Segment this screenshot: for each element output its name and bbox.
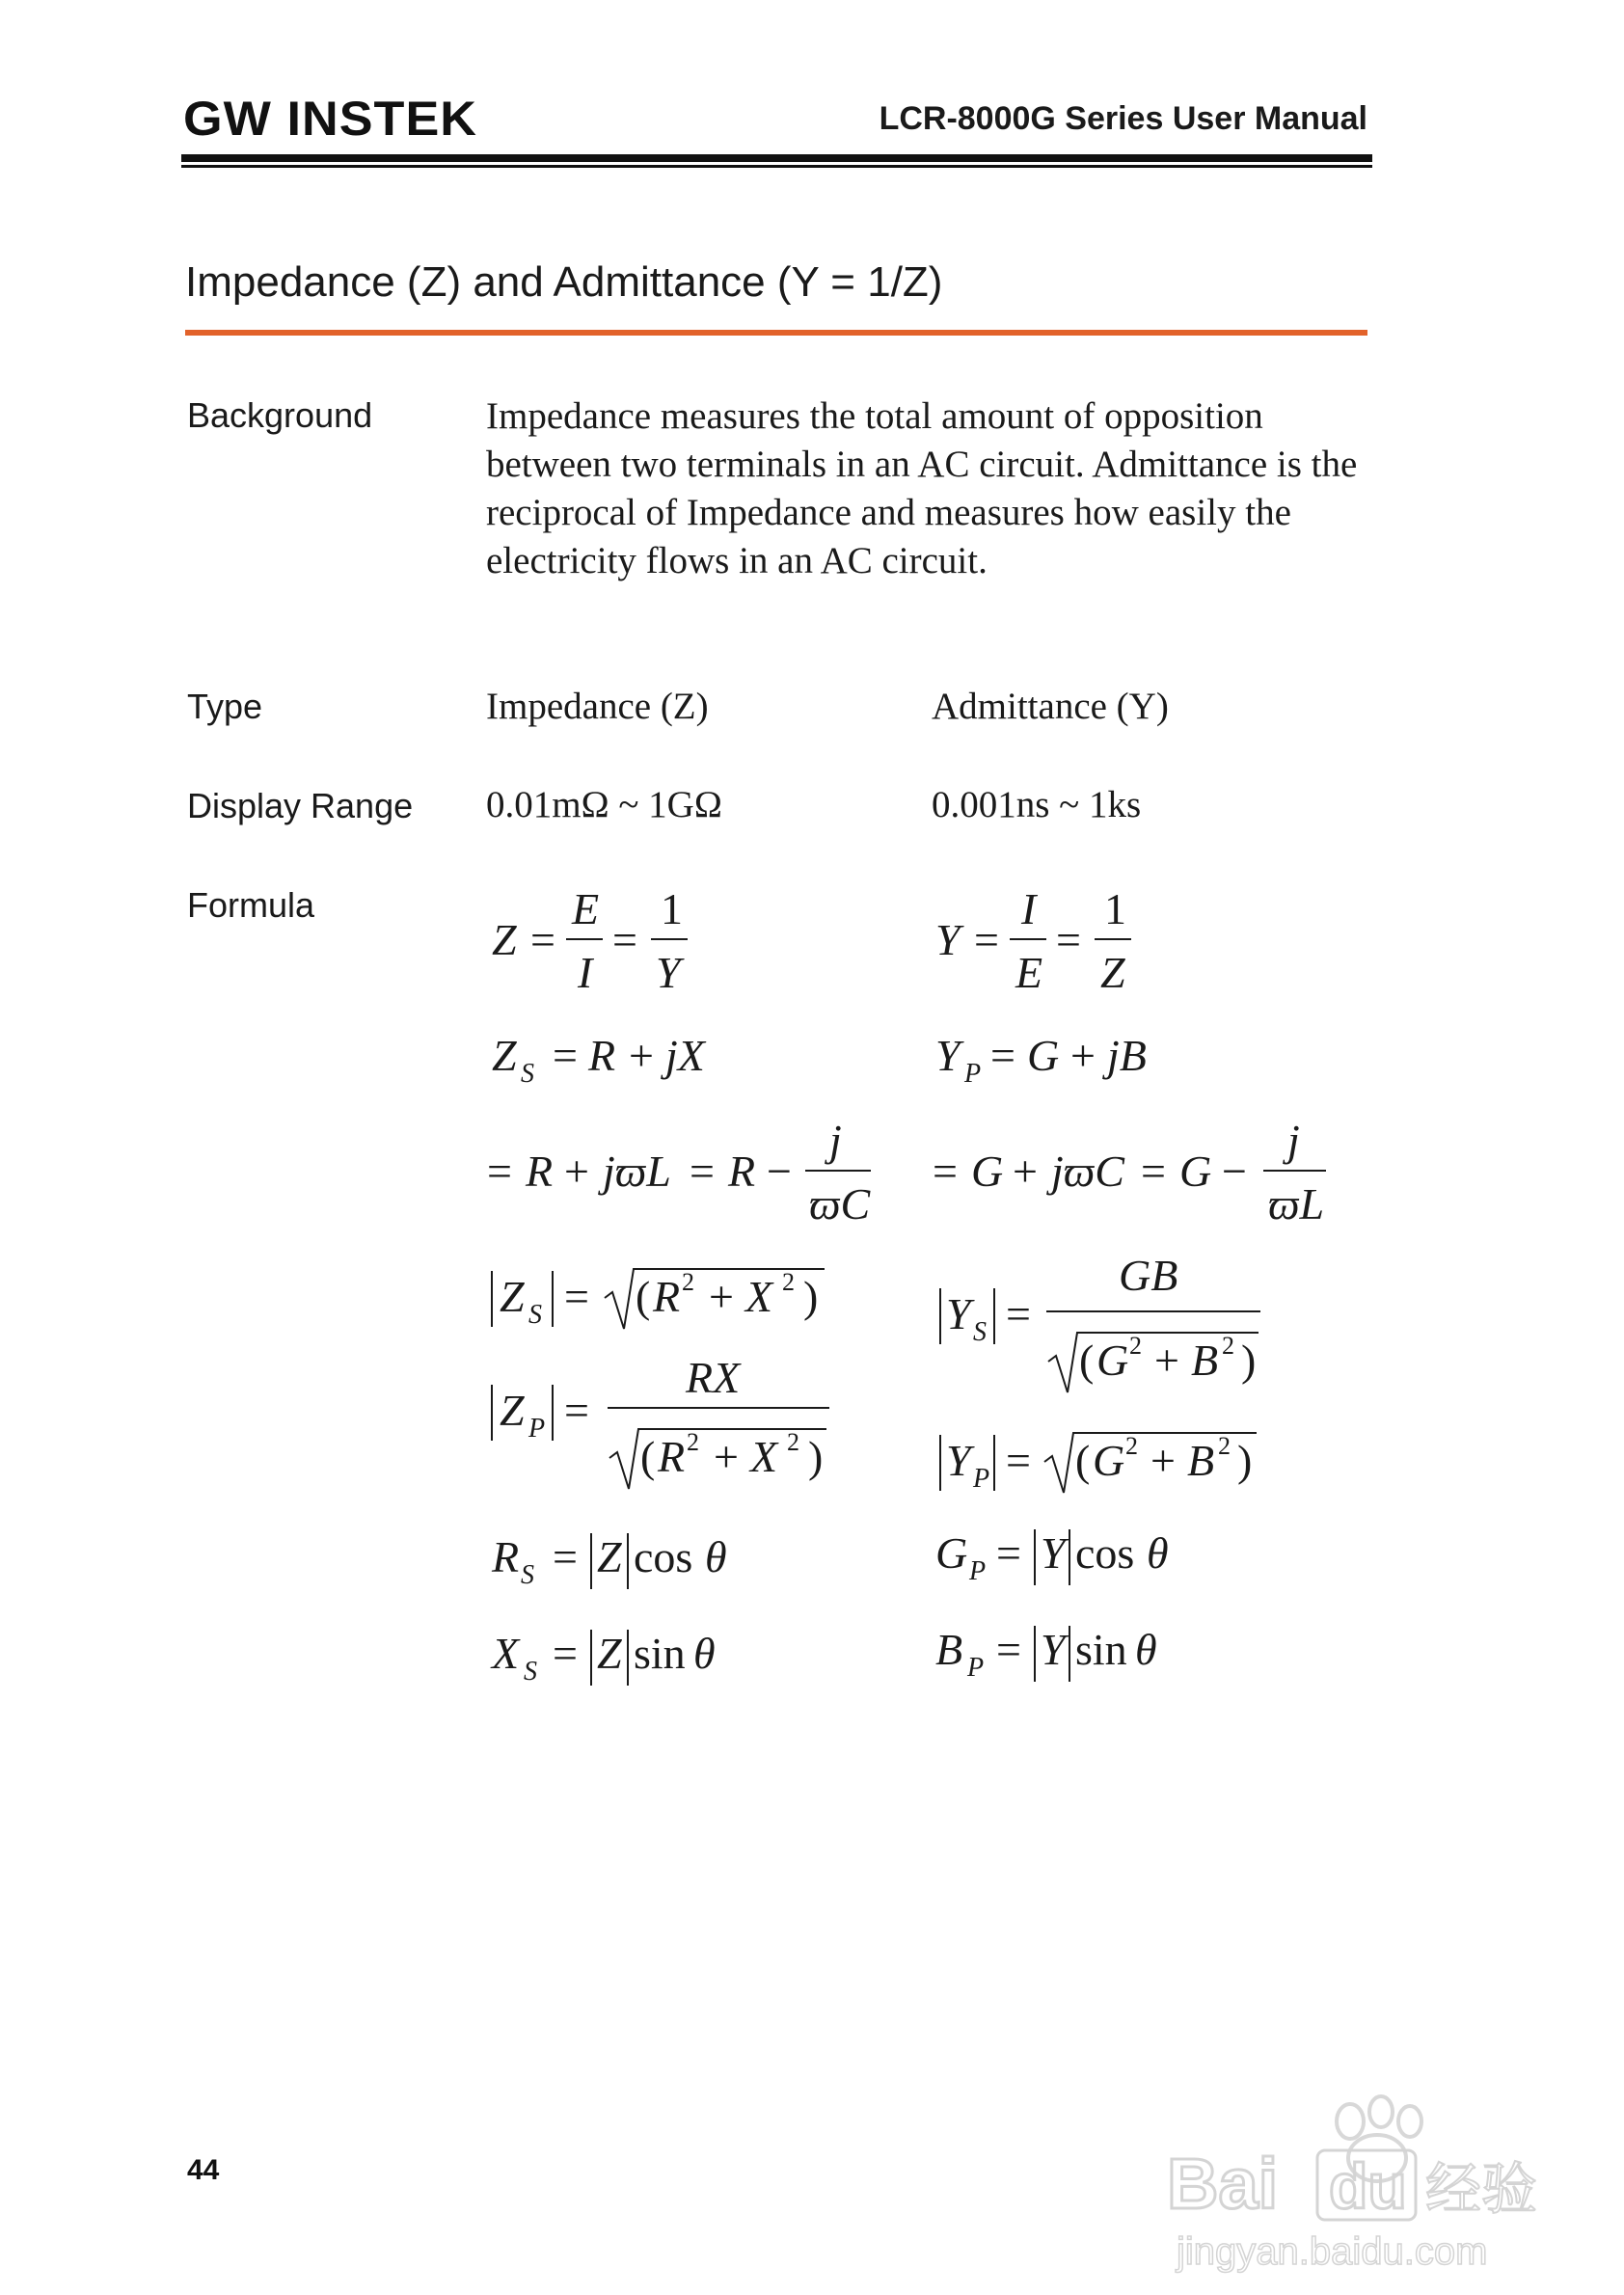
svg-text:R: R (658, 1432, 686, 1481)
svg-text:2: 2 (682, 1268, 694, 1296)
svg-text:=: = (564, 1272, 589, 1321)
page-number: 44 (187, 2154, 220, 2186)
svg-text:−: − (1222, 1147, 1247, 1196)
svg-text:Z: Z (597, 1532, 622, 1581)
svg-text:=: = (553, 1629, 578, 1678)
svg-text:(: ( (636, 1272, 651, 1321)
svg-text:j: j (829, 1116, 842, 1165)
svg-text:S: S (973, 1317, 987, 1347)
svg-text:1: 1 (1104, 884, 1126, 933)
svg-text:=: = (990, 1031, 1015, 1080)
baidu-watermark (1157, 2083, 1562, 2276)
svg-text:+: + (1013, 1147, 1038, 1196)
svg-text:R: R (588, 1031, 616, 1080)
svg-text:Z: Z (492, 915, 517, 964)
svg-text:GB: GB (1119, 1251, 1178, 1300)
svg-text:B: B (935, 1625, 963, 1674)
svg-text:B: B (1191, 1336, 1219, 1385)
formula-label: Formula (187, 885, 315, 925)
svg-text:+: + (564, 1147, 589, 1196)
admittance-formulas (931, 885, 1336, 1705)
svg-text:jϖC: jϖC (1051, 1147, 1124, 1196)
svg-text:P: P (973, 1464, 990, 1494)
svg-text:Y: Y (946, 1436, 971, 1485)
svg-text:=: = (996, 1625, 1021, 1674)
svg-text:jB: jB (1107, 1031, 1147, 1080)
svg-text:RX: RX (686, 1353, 741, 1402)
svg-text:+: + (1150, 1436, 1176, 1485)
svg-text:=: = (612, 915, 637, 964)
svg-text:θ: θ (705, 1532, 727, 1581)
svg-text:Z: Z (597, 1629, 622, 1678)
svg-text:G: G (1179, 1147, 1212, 1196)
svg-text:=: = (1141, 1147, 1166, 1196)
svg-text:ϖC: ϖC (809, 1179, 871, 1228)
svg-text:S: S (521, 1560, 534, 1590)
svg-text:Z: Z (492, 1031, 517, 1080)
svg-text:R: R (653, 1272, 681, 1321)
svg-text:Z: Z (1100, 948, 1125, 997)
svg-text:2: 2 (1129, 1332, 1142, 1360)
svg-text:): ) (803, 1272, 819, 1321)
svg-text:jX: jX (665, 1031, 705, 1080)
gw-instek-logo (183, 93, 482, 143)
svg-text:1: 1 (661, 884, 683, 933)
svg-text:2: 2 (787, 1428, 799, 1456)
type-label: Type (187, 687, 263, 726)
svg-text:=: = (974, 915, 999, 964)
display-range-impedance: 0.01mΩ ~ 1GΩ (486, 784, 722, 825)
svg-text:G: G (971, 1147, 1004, 1196)
svg-text:cos: cos (1075, 1528, 1135, 1578)
svg-text:(: ( (1079, 1336, 1095, 1385)
background-label: Background (187, 395, 373, 435)
svg-text:S: S (528, 1300, 542, 1330)
svg-text:sin: sin (634, 1629, 686, 1678)
svg-text:R: R (728, 1147, 756, 1196)
section-rule (185, 330, 1367, 336)
svg-text:E: E (1015, 948, 1043, 997)
svg-text:θ: θ (1135, 1625, 1157, 1674)
svg-text:=: = (553, 1031, 578, 1080)
svg-text:=: = (487, 1147, 512, 1196)
svg-text:): ) (1237, 1436, 1253, 1485)
svg-text:B: B (1187, 1436, 1215, 1485)
svg-text:=: = (1006, 1289, 1031, 1338)
svg-text:): ) (808, 1432, 824, 1481)
svg-text:Y: Y (946, 1289, 971, 1338)
svg-text:2: 2 (782, 1268, 795, 1296)
display-range-admittance: 0.001ns ~ 1ks (932, 784, 1142, 825)
svg-text:=: = (933, 1147, 958, 1196)
svg-text:I: I (578, 948, 593, 997)
svg-text:R: R (526, 1147, 554, 1196)
svg-text:=: = (530, 915, 555, 964)
svg-text:jϖL: jϖL (603, 1147, 671, 1196)
svg-text:2: 2 (1218, 1432, 1231, 1460)
svg-text:S: S (521, 1059, 534, 1089)
svg-text:j: j (1287, 1116, 1300, 1165)
header-rule (181, 154, 1372, 162)
svg-text:): ) (1241, 1336, 1257, 1385)
svg-text:+: + (714, 1432, 739, 1481)
svg-text:=: = (553, 1532, 578, 1581)
svg-text:sin: sin (1075, 1625, 1127, 1674)
manual-title: LCR-8000G Series User Manual (879, 100, 1367, 137)
svg-text:+: + (709, 1272, 734, 1321)
display-range-label: Display Range (187, 786, 414, 825)
impedance-formulas (487, 885, 892, 1705)
svg-text:R: R (492, 1532, 520, 1581)
svg-text:ϖL: ϖL (1268, 1179, 1325, 1228)
svg-text:θ: θ (693, 1629, 716, 1678)
svg-text:du: du (1329, 2150, 1407, 2222)
svg-text:Z: Z (500, 1272, 525, 1321)
svg-text:=: = (1006, 1436, 1031, 1485)
svg-text:I: I (1021, 884, 1037, 933)
svg-text:S: S (524, 1657, 537, 1687)
svg-text:P: P (967, 1653, 985, 1683)
svg-text:2: 2 (1222, 1332, 1234, 1360)
svg-text:=: = (996, 1528, 1021, 1578)
svg-text:Y: Y (656, 948, 681, 997)
svg-text:(: ( (640, 1432, 656, 1481)
svg-text:Y: Y (935, 1031, 961, 1080)
svg-text:X: X (492, 1629, 520, 1678)
svg-text:Bai: Bai (1167, 2144, 1279, 2224)
svg-text:P: P (964, 1059, 982, 1089)
svg-text:X: X (750, 1432, 778, 1481)
svg-text:GW INSTEK: GW INSTEK (183, 93, 477, 143)
svg-text:(: ( (1075, 1436, 1091, 1485)
svg-text:Y: Y (935, 915, 961, 964)
svg-text:G: G (1096, 1336, 1129, 1385)
svg-text:G: G (1093, 1436, 1125, 1485)
watermark-url: jingyan.baidu.com (1177, 2230, 1488, 2273)
svg-text:X: X (745, 1272, 773, 1321)
svg-text:+: + (1154, 1336, 1179, 1385)
svg-text:=: = (564, 1386, 589, 1435)
section-title: Impedance (Z) and Admittance (Y = 1/Z) (185, 258, 943, 306)
svg-text:+: + (1070, 1031, 1096, 1080)
svg-text:Z: Z (500, 1386, 525, 1435)
svg-text:cos: cos (634, 1532, 693, 1581)
svg-text:+: + (629, 1031, 654, 1080)
svg-text:2: 2 (1125, 1432, 1138, 1460)
type-impedance: Impedance (Z) (486, 686, 709, 727)
svg-text:=: = (690, 1147, 715, 1196)
svg-text:−: − (767, 1147, 792, 1196)
svg-text:经验: 经验 (1425, 2156, 1538, 2222)
type-admittance: Admittance (Y) (932, 686, 1169, 727)
svg-text:G: G (935, 1528, 968, 1578)
svg-text:Y: Y (1041, 1625, 1066, 1674)
background-text: Impedance measures the total amount of opposition between two terminals in an AC circuit. Admittance is the reciprocal of Impedance and measures how easily the electricity flows in an AC circuit. (486, 395, 1358, 581)
svg-text:θ: θ (1147, 1528, 1169, 1578)
svg-text:=: = (1056, 915, 1081, 964)
svg-text:Y: Y (1041, 1528, 1066, 1578)
svg-text:P: P (969, 1556, 987, 1586)
svg-text:P: P (528, 1414, 546, 1444)
svg-text:G: G (1027, 1031, 1060, 1080)
header-rule-thin (181, 165, 1372, 168)
svg-text:2: 2 (687, 1428, 699, 1456)
svg-text:E: E (572, 884, 600, 933)
